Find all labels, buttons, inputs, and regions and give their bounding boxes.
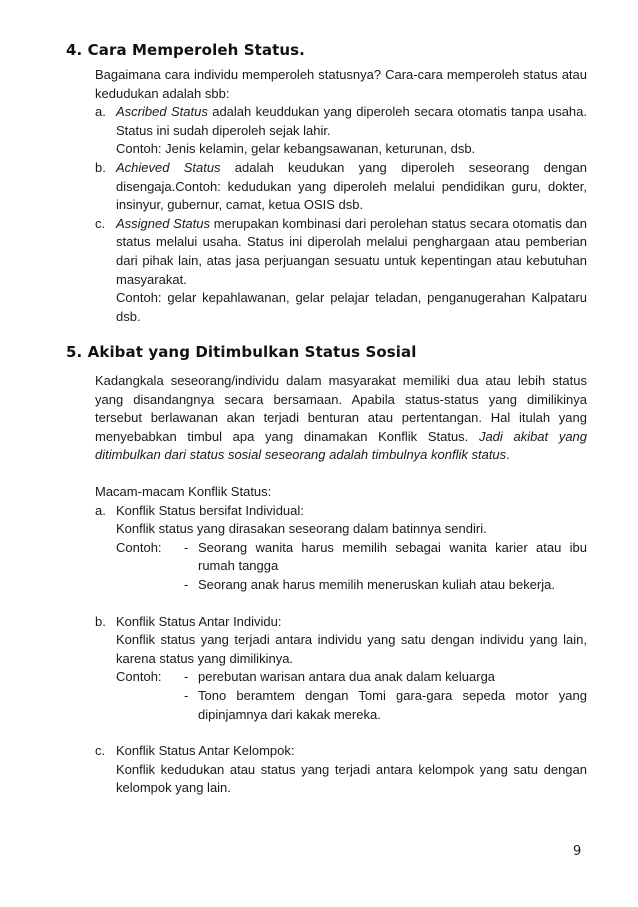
item-term: Achieved Status <box>116 159 221 175</box>
section-5-body <box>95 372 587 798</box>
item-marker: b. <box>95 613 106 629</box>
example-line <box>184 539 587 576</box>
paragraph-end: . <box>506 447 510 463</box>
conflict-examples <box>116 668 587 724</box>
conflict-list-title: Macam-macam Konflik Status: <box>95 483 272 499</box>
section-4-body <box>95 66 587 326</box>
item-definition: adalah keudukan yang diperoleh seseorang dengan disengaja.Contoh: kedudukan yang diperoleh melalui pendidikan guru, dokter, insinyur, gubernur, camat, ketua OSIS dsb. <box>116 159 587 213</box>
item-text <box>116 215 587 289</box>
example-text: perebutan warisan antara dua anak dalam keluarga <box>198 669 496 685</box>
dash: - <box>184 687 189 703</box>
conflict-title: Konflik Status Antar Kelompok: <box>116 743 295 759</box>
conflict-item-antar-kelompok <box>95 742 587 798</box>
item-example: Contoh: gelar kepahlawanan, gelar pelajar teladan, penganugerahan Kalpataru dsb. <box>116 290 587 324</box>
paragraph-text: Kadangkala seseorang/individu dalam masyarakat memiliki dua atau lebih status yang disandangnya secara bersamaan. Apabila status-status yang dimilikinya tersebut berlawanan akan terjadi benturan atau pertentangan. Hal itulah yang menyebabkan timbul apa yang dinamakan Konflik Status. <box>95 373 587 444</box>
conflict-item-individual <box>95 502 587 595</box>
item-text <box>116 103 587 140</box>
example-text: Seorang anak harus memilih meneruskan kuliah atau bekerja. <box>198 576 555 592</box>
status-item-achieved <box>95 159 587 215</box>
dash: - <box>184 576 189 592</box>
item-marker: a. <box>95 502 106 518</box>
conflict-desc: Konflik status yang dirasakan seseorang dalam batinnya sendiri. <box>116 521 487 537</box>
example-line <box>184 668 587 687</box>
section-5-heading: 5. Akibat yang Ditimbulkan Status Sosial <box>66 343 417 361</box>
page-number: 9 <box>573 844 582 859</box>
section-5-paragraph <box>95 372 587 465</box>
item-term: Ascribed Status <box>116 104 208 120</box>
conflict-desc: Konflik status yang terjadi antara individu yang satu dengan individu yang lain, karena status yang dimilikinya. <box>116 632 587 666</box>
dash: - <box>184 669 189 685</box>
item-term: Assigned Status <box>116 215 211 231</box>
conflict-title: Konflik Status bersifat Individual: <box>116 502 304 518</box>
example-label: Contoh: <box>116 539 162 555</box>
example-line <box>184 687 587 724</box>
example-text: Seorang wanita harus memilih sebagai wanita karier atau ibu rumah tangga <box>198 539 587 574</box>
status-item-assigned <box>95 215 587 327</box>
example-label: Contoh: <box>116 669 162 685</box>
section-4-intro: Bagaimana cara individu memperoleh statusnya? Cara-cara memperoleh status atau kedudukan adalah sbb: <box>95 67 587 101</box>
conflict-examples <box>116 539 587 595</box>
item-definition: adalah keuddukan yang diperoleh secara otomatis tanpa usaha. Status ini sudah diperoleh sejak lahir. <box>116 104 587 138</box>
item-marker: a. <box>95 104 106 120</box>
item-marker: b. <box>95 159 106 175</box>
section-4-heading: 4. Cara Memperoleh Status. <box>66 41 305 59</box>
item-definition: merupakan kombinasi dari perolehan status secara otomatis dan status melalui usaha. Status ini diperolah melalui penghargaan atau pemberian dari pihak lain, atas jasa perjuangan sesuatu untuk kepentingan atau kebutuhan masyarakat. <box>116 215 587 287</box>
item-marker: c. <box>95 743 106 759</box>
example-text: Tono beramtem dengan Tomi gara-gara sepeda motor yang dipinjamnya dari kakak mereka. <box>198 687 587 722</box>
example-line <box>184 576 587 595</box>
status-item-ascribed <box>95 103 587 159</box>
conflict-item-antar-individu <box>95 613 587 725</box>
conflict-desc: Konflik kedudukan atau status yang terjadi antara kelompok yang satu dengan kelompok yang lain. <box>116 761 587 796</box>
item-marker: c. <box>95 215 106 231</box>
conflict-title: Konflik Status Antar Individu: <box>116 613 282 629</box>
item-example: Contoh: Jenis kelamin, gelar kebangsawanan, keturunan, dsb. <box>116 141 476 157</box>
paragraph-conclusion: Jadi akibat yang ditimbulkan dari status sosial seseorang adalah timbulnya konflik status <box>95 428 588 463</box>
item-text <box>116 159 587 215</box>
dash: - <box>184 539 189 555</box>
